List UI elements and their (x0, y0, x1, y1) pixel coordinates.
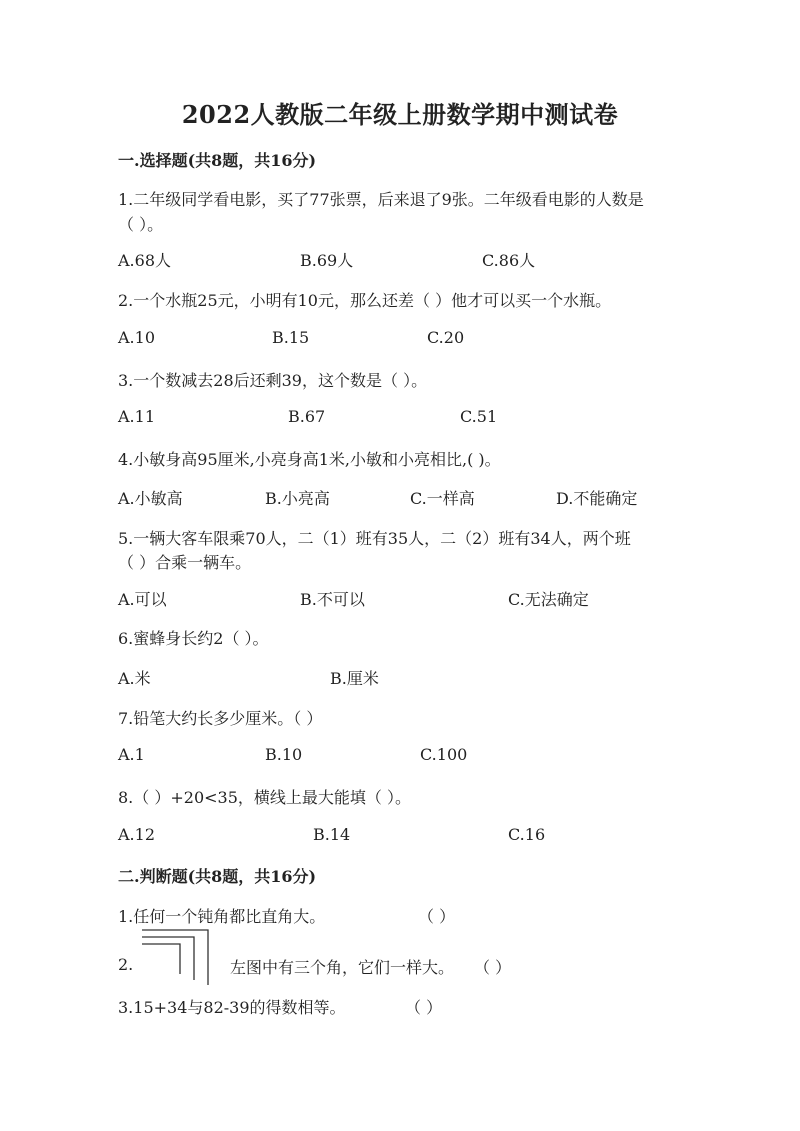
angle-figure (138, 928, 222, 986)
judgement-1-text: 1.任何一个钝角都比直角大。 (118, 907, 326, 926)
judgement-3-text: 3.15+34与82-39的得数相等。 (118, 998, 346, 1017)
question-3-option-a[interactable]: A.11 (118, 407, 155, 426)
judgement-2-text: 左图中有三个角，它们一样大。 (230, 958, 455, 977)
question-1-text-cont: （ ）。 (118, 215, 164, 234)
question-6-option-b[interactable]: B.厘米 (330, 669, 379, 688)
question-3-option-b[interactable]: B.67 (288, 407, 326, 426)
question-8-option-c[interactable]: C.16 (508, 825, 546, 844)
question-2-option-c[interactable]: C.20 (427, 328, 465, 347)
question-5-option-b[interactable]: B.不可以 (300, 590, 365, 609)
question-2-option-b[interactable]: B.15 (272, 328, 310, 347)
judgement-3-blank[interactable]: （ ） (405, 998, 443, 1017)
question-3-option-c[interactable]: C.51 (460, 407, 498, 426)
question-4-option-b[interactable]: B.小亮高 (265, 489, 330, 508)
section-heading-judgement: 二.判断题(共8题，共16分) (118, 867, 317, 886)
question-6-option-a[interactable]: A.米 (118, 669, 151, 688)
question-7-option-b[interactable]: B.10 (265, 745, 303, 764)
question-5-option-c[interactable]: C.无法确定 (508, 590, 589, 609)
question-7-text: 7.铅笔大约长多少厘米。（ ） (118, 709, 323, 728)
question-3-text: 3.一个数减去28后还剩39，这个数是（ ）。 (118, 371, 428, 390)
section-heading-choice: 一.选择题(共8题，共16分) (118, 151, 317, 170)
judgement-2-blank[interactable]: （ ） (474, 958, 512, 977)
question-8-option-b[interactable]: B.14 (313, 825, 351, 844)
question-6-text: 6.蜜蜂身长约2（ ）。 (118, 629, 269, 648)
question-5-text: 5.一辆大客车限乘70人，二（1）班有35人，二（2）班有34人，两个班 (118, 529, 631, 548)
judgement-1-blank[interactable]: （ ） (418, 907, 456, 926)
question-4-option-c[interactable]: C.一样高 (410, 489, 475, 508)
question-1-option-b[interactable]: B.69人 (300, 251, 354, 270)
question-4-text: 4.小敏身高95厘米,小亮身高1米,小敏和小亮相比,( )。 (118, 450, 501, 469)
question-4-option-a[interactable]: A.小敏高 (118, 489, 183, 508)
question-7-option-a[interactable]: A.1 (118, 745, 145, 764)
question-2-text: 2.一个水瓶25元，小明有10元，那么还差（ ）他才可以买一个水瓶。 (118, 291, 612, 310)
question-5-text-cont: （ ）合乘一辆车。 (118, 553, 252, 572)
page-title: 2022人教版二年级上册数学期中测试卷 (181, 100, 619, 129)
question-5-option-a[interactable]: A.可以 (118, 590, 167, 609)
question-8-option-a[interactable]: A.12 (118, 825, 155, 844)
question-7-option-c[interactable]: C.100 (420, 745, 468, 764)
question-8-text: 8.（ ）+20<35，横线上最大能填（ ）。 (118, 788, 411, 807)
question-2-option-a[interactable]: A.10 (118, 328, 155, 347)
question-1-option-a[interactable]: A.68人 (118, 251, 172, 270)
question-4-option-d[interactable]: D.不能确定 (556, 489, 638, 508)
judgement-2-number: 2. (118, 955, 134, 974)
question-1-option-c[interactable]: C.86人 (482, 251, 536, 270)
question-1-text: 1.二年级同学看电影，买了77张票，后来退了9张。二年级看电影的人数是 (118, 190, 644, 209)
